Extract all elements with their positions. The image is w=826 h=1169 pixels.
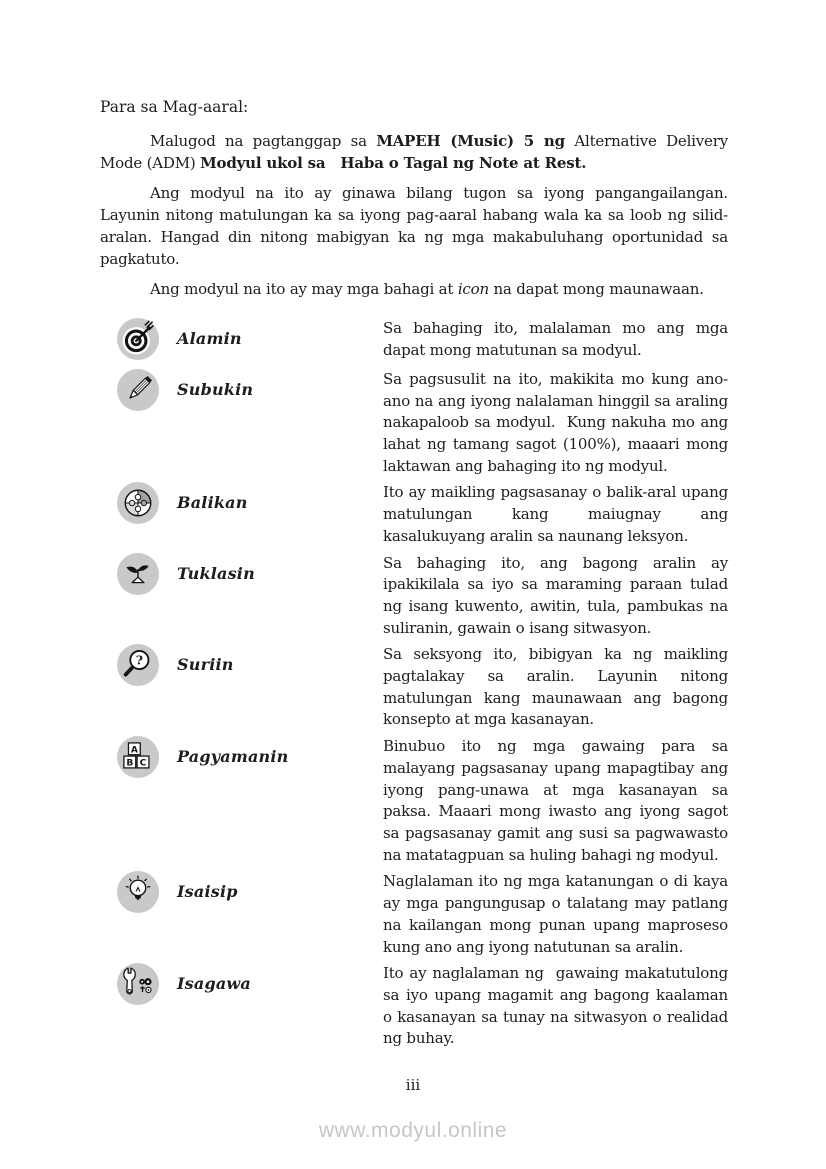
legend-description-tuklasin: Sa bahaging ito, ang bagong aralin ay ipakikilala sa iyo sa maraming paraan tulad ng isang kuwento, awitin, tula, pambukas na suliranin, gawain o isang sitwasyon. <box>383 553 728 637</box>
legend-description-isagawa: Ito ay naglalaman ng gawaing makatutulong sa iyo upang magamit ang bagong kaalaman o kasanayan sa tunay na sitwasyon o realidad ng buhay. <box>383 964 728 1048</box>
icons-note-text: na dapat mong maunawaan. <box>488 280 704 299</box>
svg-text:B: B <box>126 758 134 769</box>
legend-description-subukin: Sa pagsusulit na ito, makikita mo kung ano-ano na ang iyong nalalaman hinggil sa araling nakapaloob sa modyul. Kung nakuha mo ang lahat ng tamang sagot (100%), maaari mong laktawan ang bahaging ito ng modyul. <box>383 369 728 475</box>
legend-row-isaisip <box>100 871 728 958</box>
legend-label-tuklasin: Tuklasin <box>177 563 255 583</box>
legend-label-alamin: Alamin <box>177 328 242 348</box>
legend-label-isagawa: Isagawa <box>177 974 251 994</box>
legend-row-balikan <box>100 482 728 547</box>
legend-description-isaisip: Naglalaman ito ng mga katanungan o di kaya ay mga pangungusap o talatang may patlang na kailangan mong punan upang maproseso kung ano ang iyong natutunan sa aralin. <box>383 872 728 956</box>
svg-text:?: ? <box>135 652 143 668</box>
icon-legend <box>100 318 728 1050</box>
legend-row-subukin <box>100 369 728 478</box>
page-title: Para sa Mag-aaral: <box>100 98 249 116</box>
legend-row-suriin <box>100 644 728 731</box>
abc-blocks-icon <box>117 736 159 778</box>
pencil-icon <box>117 369 159 411</box>
welcome-text: Alternative Delivery Mode (ADM) <box>100 132 728 172</box>
welcome-text: Malugod na pagtanggap sa <box>150 132 377 150</box>
legend-row-alamin <box>100 318 728 364</box>
legend-label-balikan: Balikan <box>177 493 248 513</box>
svg-text:A: A <box>130 745 138 756</box>
about-paragraph: Ang modyul na ito ay ginawa bilang tugon sa iyong pangangailangan. Layunin nitong matulungan ka sa iyong pag-aaral habang wala ka sa loob ng silid-aralan. Hangad din nitong mabigyan ka ng mga makabuluhang oportunidad sa pagkatuto. <box>100 184 728 268</box>
welcome-bold-subject: MAPEH (Music) 5 ng <box>376 132 565 150</box>
page-content <box>100 97 728 1055</box>
icons-note-text: Ang modyul na ito ay may mga bahagi at <box>150 280 458 299</box>
legend-row-tuklasin <box>100 553 728 640</box>
target-icon <box>117 318 159 360</box>
legend-row-pagyamanin <box>100 736 728 866</box>
legend-label-isaisip: Isaisip <box>177 882 238 902</box>
puzzle-icon <box>117 482 159 524</box>
svg-text:C: C <box>139 758 147 769</box>
legend-label-pagyamanin: Pagyamanin <box>177 747 289 767</box>
magnifier-question-icon <box>117 644 159 686</box>
legend-label-subukin: Subukin <box>177 379 254 399</box>
legend-description-suriin: Sa seksyong ito, bibigyan ka ng maikling pagtalakay sa aralin. Layunin nitong matulungan kang maunawaan ang bagong konsepto at mga kasanayan. <box>383 645 728 729</box>
legend-row-isagawa <box>100 963 728 1050</box>
welcome-paragraph <box>100 131 728 174</box>
sprout-icon <box>117 553 159 595</box>
legend-label-suriin: Suriin <box>177 655 234 675</box>
page-number: iii <box>405 1076 421 1094</box>
legend-description-balikan: Ito ay maikling pagsasanay o balik-aral upang matulungan kang maiugnay ang kasalukuyang aralin sa naunang leksyon. <box>383 483 728 545</box>
lightbulb-icon <box>117 871 159 913</box>
legend-description-alamin: Sa bahaging ito, malalaman mo ang mga dapat mong matutunan sa modyul. <box>383 318 728 359</box>
watermark: www.modyul.online <box>318 1119 508 1142</box>
welcome-bold-module-title: Modyul ukol sa Haba o Tagal ng Note at Rest. <box>200 153 587 172</box>
icons-note-italic: icon <box>457 280 489 299</box>
icons-note-paragraph <box>100 279 728 301</box>
wrench-gears-icon <box>117 963 159 1005</box>
legend-description-pagyamanin: Binubuo ito ng mga gawaing para sa malayang pagsasanay upang mapagtibay ang iyong pang-unawa at mga kasanayan sa paksa. Maaari mong iwasto ang iyong sagot sa pagsasanay gamit ang susi sa pagwawasto na matatagpuan sa huling bahagi ng modyul. <box>383 737 728 864</box>
